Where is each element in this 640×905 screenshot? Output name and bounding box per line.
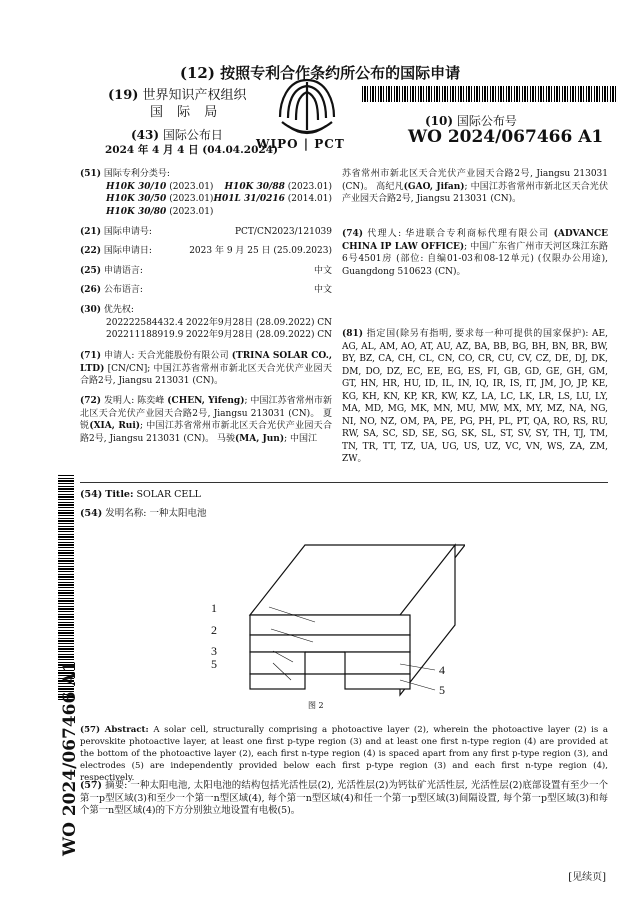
document-title: (12) 按照专利合作条约所公布的国际申请 bbox=[179, 64, 461, 82]
section-81-designated-states: (81) 指定国(除另有指明, 要求每一种可提供的国家保护): AE, AG, AL, AM, AO, AT, AU, AZ, BA, BB, BG, BH, BN, BR, BW, BY, BZ, CA, CH, CL, CN, CO, CR, CU, CV, CZ, DE, DJ, DK, DM, DO, DZ, EC, EE, EG, ES, FI, GB, GD, GE, GH, GM, GT, HN, HR, HU, ID, IL, IN, IQ, IR, IS, IT, JM, JO, JP, KE, KG, KH, KN, KP, KR, KW, KZ, LA, LC, LK, LR, LS, LU, LY, MA, MD, MG, MK, MN, MU, MW, MX, MY, MZ, NA, NG, NI, NO, NZ, OM, PA, PE, PG, PH, PL, PT, QA, RO, RS, RU, RW, SA, SC, SD, SE, SG, SK, SL, ST, SV, SY, TH, TJ, TM, TN, TR, TT, TZ, UA, UG, US, UZ, VC, VN, WS, ZA, ZM, ZW。 bbox=[342, 329, 608, 464]
continued-note: [见续页] bbox=[568, 872, 606, 883]
section-71-applicant: (71) 申请人: 天合光能股份有限公司 (TRINA SOLAR CO., LTD) [CN/CN]; 中国江苏省常州市新北区天合光伏产业园天合路2号, Jiangsu 213031 (CN)。 bbox=[80, 351, 332, 386]
side-publication-number: WO 2024/067466 A1 bbox=[60, 660, 80, 856]
figure-2-drawing bbox=[205, 540, 465, 700]
section-72-inventors: (72) 发明人: 陈奕峰 (CHEN, Yifeng); 中国江苏省常州市新北区天合光伏产业园天合路2号, Jiangsu 213031 (CN)。 夏锐(XIA, Rui); 中国江苏省常州市新北区天合光伏产业园天合路2号, Jiangsu 213031 (CN)。 马骏(MA, Jun); 中国江 bbox=[80, 396, 332, 444]
ipc-class-list bbox=[106, 181, 332, 219]
figure-label: 2 bbox=[211, 623, 217, 637]
office-subname: 国 际 局 bbox=[150, 105, 223, 120]
title-english: (54) Title: SOLAR CELL bbox=[80, 489, 201, 500]
figure-label: 5 bbox=[211, 657, 217, 671]
ipc-row: H10K 30/50 (2023.01) H01L 31/0216 (2014.01) bbox=[106, 194, 332, 204]
section-divider bbox=[80, 482, 608, 483]
figure-caption: 图 2 bbox=[308, 701, 324, 710]
section-26: (26) 公布语言: 中文 bbox=[80, 285, 332, 295]
section-21: (21) 国际申请号: PCT/CN2023/121039 bbox=[80, 227, 332, 237]
office-name: (19) 世界知识产权组织 bbox=[108, 88, 247, 103]
wipo-pct-text: WIPO | PCT bbox=[256, 137, 345, 151]
publication-date: 2024 年 4 月 4 日 (04.04.2024) bbox=[105, 144, 278, 156]
section-22: (22) 国际申请日: 2023 年 9 月 25 日 (25.09.2023) bbox=[80, 246, 332, 256]
figure-label: 4 bbox=[439, 663, 445, 677]
ipc-row: H10K 30/10 (2023.01) H10K 30/88 (2023.01) bbox=[106, 181, 332, 192]
abstract-chinese: (57) 摘要: 一种太阳电池, 太阳电池的结构包括光活性层(2), 光活性层(2)为钙钛矿光活性层, 光活性层(2)底部设置有至少一个第一p型区域(3)和至少一个第一n型区域(4), 每个第一n型区域(4)和任一个第一p型区域(3)间隔设置, 每个第一p型区域(3)和每个第一n型区域(4)的下方分别独立地设置有电极(5)。 bbox=[80, 780, 608, 816]
figure-label: 5 bbox=[439, 683, 445, 697]
title-chinese: (54) 发明名称: 一种太阳电池 bbox=[80, 508, 207, 519]
section-51: (51) 国际专利分类号: H10K 30/10 (2023.01) H10K 30/88 (2023.01) H10K 30/50 (2023.01) H01L 31/0216 (2014.01) H10K 30/80 (2023.01) bbox=[80, 169, 332, 217]
publication-number: WO 2024/067466 A1 bbox=[408, 127, 604, 147]
priority-row: 202211188919.9 2022年9月28日 (28.09.2022) CN bbox=[106, 330, 332, 340]
figure-label: 1 bbox=[211, 601, 217, 615]
section-30: (30) 优先权: 202222584432.4 2022年9月28日 (28.09.2022) CN 202211188919.9 2022年9月28日 (28.09.2022) CN bbox=[80, 305, 332, 340]
abstract-english: (57) Abstract: A solar cell, structurally comprising a photoactive layer (2), wherein the photoactive layer (2) is a perovskite photoactive layer, at least one first p-type region (3) and at least one first n-type region (4) are provided at the bottom of the photoactive layer (2), each first n-type region (4) is spaced apart from any first p-type region (3), and electrodes (5) are independently provided below each first p-type region (3) and each first n-type region (4), respectively. bbox=[80, 725, 609, 783]
publication-date-label: (43) 国际公布日 bbox=[131, 128, 223, 142]
section-25: (25) 申请语言: 中文 bbox=[80, 266, 332, 276]
barcode bbox=[362, 86, 616, 102]
publication-number-label: (10) 国际公布号 bbox=[425, 114, 517, 128]
ipc-row: H10K 30/80 (2023.01) bbox=[106, 206, 214, 217]
priority-row: 202222584432.4 2022年9月28日 (28.09.2022) CN bbox=[106, 317, 332, 328]
inventors-continued: 苏省常州市新北区天合光伏产业园天合路2号, Jiangsu 213031 (CN)。 高纪凡(GAO, Jifan); 中国江苏省常州市新北区天合光伏产业园天合路2号, Jiangsu 213031 (CN)。 bbox=[342, 169, 608, 204]
figure-label: 3 bbox=[211, 644, 217, 658]
section-74-agent: (74) 代理人: 华进联合专利商标代理有限公司 (ADVANCE CHINA IP LAW OFFICE); 中国广东省广州市天河区珠江东路6号4501房 (部位: 自编01-03和08-12单元) (仅限办公用途), Guangdong 510623 (CN)。 bbox=[342, 229, 608, 277]
